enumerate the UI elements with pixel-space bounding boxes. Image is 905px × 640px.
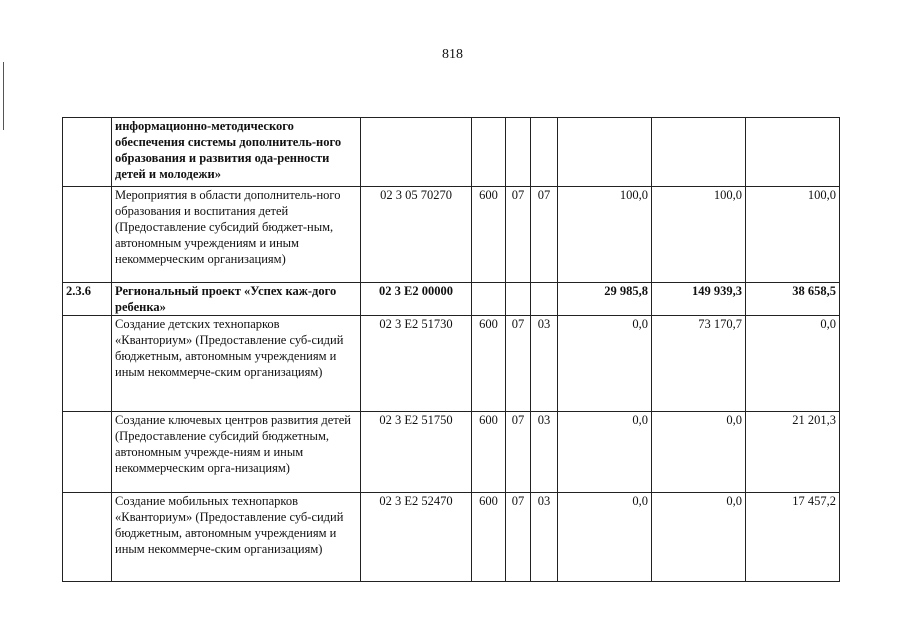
table-row [63,412,840,493]
row-number [63,118,112,187]
table-row [63,187,840,283]
amount-year-2: 0,0 [652,412,746,493]
target-article-code: 02 3 E2 51730 [361,316,472,412]
table-row [63,283,840,316]
expense-type: 600 [472,187,506,283]
expense-type: 600 [472,316,506,412]
target-article-code [361,118,472,187]
section-code [506,283,531,316]
amount-year-2: 0,0 [652,493,746,582]
row-number: 2.3.6 [63,283,112,316]
expense-type: 600 [472,412,506,493]
amount-year-2: 100,0 [652,187,746,283]
amount-year-2: 73 170,7 [652,316,746,412]
row-number [63,316,112,412]
page-number: 818 [442,47,463,62]
row-name: Мероприятия в области дополнитель-ного образования и воспитания детей (Предоставление субсидий бюджет-ным, автономным учреждениям и иным некоммерческим организациям) [112,187,361,283]
expense-type [472,283,506,316]
amount-year-1: 0,0 [558,493,652,582]
section-code: 07 [506,316,531,412]
section-code: 07 [506,493,531,582]
amount-year-2: 149 939,3 [652,283,746,316]
subsection-code: 03 [531,412,558,493]
amount-year-3: 21 201,3 [746,412,840,493]
subsection-code: 07 [531,187,558,283]
amount-year-1: 0,0 [558,316,652,412]
section-code: 07 [506,412,531,493]
amount-year-2 [652,118,746,187]
section-code [506,118,531,187]
amount-year-1 [558,118,652,187]
target-article-code: 02 3 E2 51750 [361,412,472,493]
amount-year-3: 100,0 [746,187,840,283]
amount-year-1: 100,0 [558,187,652,283]
amount-year-3 [746,118,840,187]
row-number [63,493,112,582]
subsection-code: 03 [531,493,558,582]
row-name: Создание ключевых центров развития детей (Предоставление субсидий бюджетным, автономным учрежде-ниям и иным некоммерческим орга-низациям) [112,412,361,493]
budget-table [62,117,840,582]
amount-year-1: 29 985,8 [558,283,652,316]
target-article-code: 02 3 05 70270 [361,187,472,283]
row-name: информационно-методического обеспечения системы дополнитель-ного образования и развития ода-ренности детей и молодежи» [112,118,361,187]
subsection-code: 03 [531,316,558,412]
target-article-code: 02 3 E2 52470 [361,493,472,582]
row-name: Региональный проект «Успех каж-дого ребенка» [112,283,361,316]
amount-year-1: 0,0 [558,412,652,493]
subsection-code [531,283,558,316]
row-number [63,187,112,283]
expense-type [472,118,506,187]
row-name: Создание детских технопарков «Кванториум» (Предоставление суб-сидий бюджетным, автономным учреждениям и иным некоммерче-ским организациям) [112,316,361,412]
section-code: 07 [506,187,531,283]
row-name: Создание мобильных технопарков «Кванториум» (Предоставление суб-сидий бюджетным, автономным учреждениям и иным некоммерче-ским организациям) [112,493,361,582]
target-article-code: 02 3 E2 00000 [361,283,472,316]
row-number [63,412,112,493]
amount-year-3: 38 658,5 [746,283,840,316]
table-row [63,118,840,187]
margin-line [3,62,4,130]
table-row [63,316,840,412]
table-row [63,493,840,582]
subsection-code [531,118,558,187]
amount-year-3: 17 457,2 [746,493,840,582]
amount-year-3: 0,0 [746,316,840,412]
expense-type: 600 [472,493,506,582]
